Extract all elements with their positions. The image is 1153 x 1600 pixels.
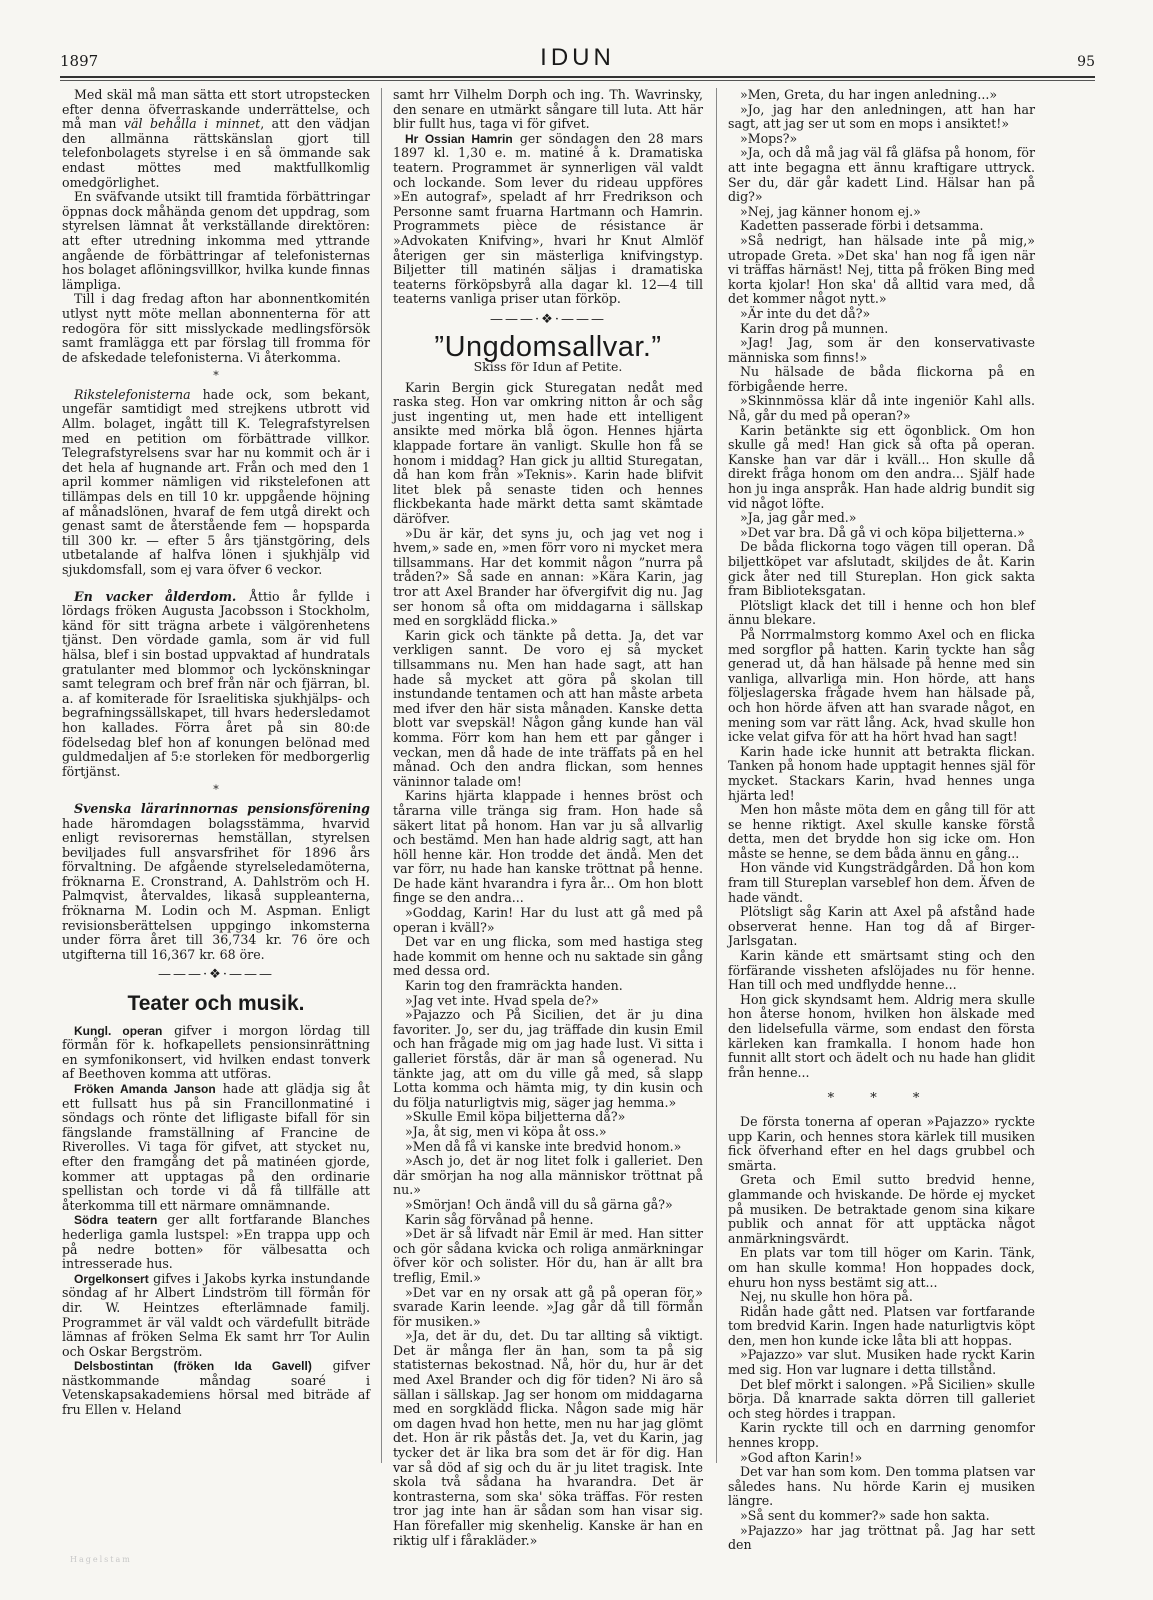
paragraph — [393, 132, 703, 307]
lead-phrase: Svenska lärarinnornas pensionsförening — [74, 800, 370, 816]
paragraph-body: ger allt fortfarande Blanches hederliga gamla lustspel: »En trappa upp och på nedre botten» för välbesatta och intresserade hus. — [62, 1212, 370, 1272]
paragraph: En plats var tom till höger om Karin. Tänk, om han skulle komma! Hon hoppades dock, ehuru hon nyss bestämt sig att... — [728, 1245, 1035, 1290]
paragraph: Det var en ung flicka, som med hastiga steg hade kommit om henne och nu saktade sin gång med dessa ord. — [393, 934, 703, 979]
paragraph — [62, 388, 370, 578]
separator-star: * — [213, 369, 219, 383]
paragraph: »Det var bra. Då gå vi och köpa biljetterna.» — [740, 524, 1025, 540]
column-2 — [393, 88, 703, 1548]
paragraph — [62, 1082, 370, 1213]
lead-phrase: Södra teatern — [74, 1213, 158, 1228]
paragraph: En sväfvande utsikt till framtida förbättringar öppnas dock måhända genom det uppdrag, som styrelsen lämnat åt verkställande direktören: att efter utredning inkomma med yttrande angående de förbättringar af telefonisternas hos bolaget aflöningsvillkor, hvilka kunde finnas lämpliga. — [62, 189, 370, 292]
italic-phrase: väl behålla i minnet — [123, 116, 261, 132]
paragraph: »God afton Karin!» — [740, 1449, 863, 1465]
paragraph: Nej, nu skulle hon höra på. — [740, 1289, 913, 1305]
paragraph: Karin betänkte sig ett ögonblick. Om hon skulle gå med! Han gick så ofta på operan. Kanske han var där i kväll... Hon skulle då direkt fråga honom om den andra... Själf hade hon ju inga anspråk. Han hade aldrig bundit sig vid något löfte. — [728, 422, 1035, 511]
lead-phrase: Orgelkonsert — [74, 1271, 149, 1286]
paragraph: Karin kände ett smärtsamt sting och den förfärande vissheten afslöjades nu för henne. Han till och med undflydde henne... — [728, 948, 1035, 993]
paragraph: »Asch jo, det är nog litet folk i galleriet. Den där smörjan ha nog alla människor tröttnat på nu.» — [393, 1153, 703, 1198]
paragraph: »Det är så lifvadt när Emil är med. Han sitter och gör sådana kvicka och roliga anmärkningar öfver kör och solister. Hör du, han är allt bra treflig, Emil.» — [393, 1226, 703, 1285]
paragraph: samt hrr Vilhelm Dorph och ing. Th. Wavrinsky, den senare en utmärkt sångare till luta. Att här blir fullt hus, taga vi för gifvet. — [393, 87, 703, 132]
paragraph: »Skinnmössa klär då inte ingeniör Kahl alls. Nå, går du med på operan?» — [728, 393, 1035, 424]
page-header — [60, 44, 1095, 78]
paragraph: Med skäl må man sätta ett stort utropstecken efter denna öfverraskande underrättelse, och må man väl behålla i minnet, att den vädjan den allmänna rättskänslan gjort till telefonbolagets styrelse i en så ömmande sak endast möttes med maktfullkomlig omedgörlighet. — [62, 87, 370, 190]
paragraph: Kadetten passerade förbi i detsamma. — [740, 218, 984, 234]
lead-phrase: Delsbostintan (fröken Ida Gavell) — [74, 1359, 312, 1374]
paragraph: »Är inte du det då?» — [740, 305, 871, 321]
paragraph-body: hade häromdagen bolagsstämma, hvarvid enligt revisorernas hemställan, styrelsen beviljades full ansvarsfrihet för 1896 års förvaltning. De afgående styrelseledamöterna, fröknarna E. Cronstrand, A. Dahlström och H. Palmqvist, återvaldes, likaså suppleanterna, fröknarna M. Lodin och M. Aspman. Enligt revisionsberättelsen uppgingo inkomsterna under förra året till 36,734 kr. 76 öre och utgifterna till 16,367 kr. 68 öre. — [62, 815, 370, 962]
paragraph: »Ja, det är du, det. Du tar allting så viktigt. Det är många fler än han, som ta på sig statisternas bekostnad. Nå, hör du, hur är det med Axel Brander och dig för tiden? Ni äro så sällan i sällskap. Jag ser honom om middagarna med en sorgklädd flicka. Någon sade mig här om dagen hvad hon hette, men nu har jag glömt det. Hon är rik påstås det. Ja, vet du Karin, jag tycker det är lika bra som det är för dig. Han var så död af sig och du är ju litet tragisk. Inte skola två sådana ha hvarandra. Det är kontrasterna, som ska' söka träffas. För resten tror jag inte han är sådan som han visar sig. Han förefaller mig skenhelig. Kanske är han en riktig ulf i fårakläder.» — [393, 1328, 703, 1548]
column-divider — [716, 88, 717, 1463]
paragraph: Hon vände vid Kungsträdgården. Då hon kom fram till Stureplan varseblef hon dem. Äfven de hade vändt. — [728, 860, 1035, 905]
lead-phrase: Fröken Amanda Janson — [74, 1082, 216, 1096]
paragraph-body: Åttio år fyllde i lördags fröken Augusta Jacobsson i Stockholm, känd för sitt trägna arbete i välgörenhetens tjänst. Den vördade gamla, som är vid full hälsa, blef i sin bostad uppvaktad af hundratals gratulanter med blommor och lyckönskningar samt telegram och bref från när och fjärran, bl. a. af komiterade för Israelitiska sjukhjälps- och begrafningssällskapet, till hvars hedersledamot hon kallades. Förra året på sin 80:de födelsedag blef hon af konungen belönad med guldmedaljen af 5:e storleken för medborgerlig förtjänst. — [62, 588, 370, 779]
paragraph: »Jo, jag har den anledningen, att han har sagt, att jag ser ut som en mops i ansiktet!» — [728, 101, 1035, 132]
header-rule — [60, 76, 1095, 78]
paragraph-body: ger söndagen den 28 mars 1897 kl. 1,30 e. m. matiné å k. Dramatiska teatern. Programmet är synnerligen väl valdt och lockande. Som lever du rideau uppföres »En autograf», speladt af hrr Fredrikson och Personne samt fruarna Hartmann och Hamrin. Programmets pièce de résistance är »Advokaten Knifving», hvari hr Knut Almlöf återigen ger sin mästerliga knifvingstyp. Biljetter till matinén säljas i dramatiska teaterns förköpsbyrå alla dagar kl. 12—4 till teaterns vanliga priser utan förköp. — [393, 130, 703, 307]
paragraph: »Nej, jag känner honom ej.» — [740, 203, 921, 219]
paragraph: Plötsligt såg Karin att Axel på afstånd hade observerat henne. Han tog då af Birger-Jarlsgatan. — [728, 904, 1035, 949]
paragraph: Karin tog den framräckta handen. — [405, 978, 623, 994]
paragraph: Nu hälsade de båda flickorna på en förbigående herre. — [728, 364, 1035, 394]
paragraph: Ridån hade gått ned. Platsen var fortfarande tom bredvid Karin. Ingen hade naturligtvis köpt den, men hon kunde icke låta bli att hoppas. — [728, 1303, 1035, 1348]
issue-year: 1897 — [60, 52, 99, 70]
paragraph — [62, 1272, 370, 1360]
separator-star: * — [213, 783, 219, 797]
column-divider — [381, 88, 382, 1463]
paragraph — [62, 802, 370, 963]
paragraph: »Pajazzo och På Sicilien, det är ju dina favoriter. Jo, ser du, jag träffade din kusin Emil och han frågade mig om jag hade lust. Vi sitta i galleriet förstås, där är man så ogenerad. Nu tänkte jag, att om du ville gå med, så slapp Lotta komma och hämta mig, ty din kusin och du följa naturligtvis mig, säger jag hemma.» — [393, 1007, 703, 1110]
paragraph: »Jag vet inte. Hvad spela de?» — [405, 992, 599, 1008]
paragraph: »Pajazzo» var slut. Musiken hade ryckt Karin med sig. Hon var lugnare i detta tillstånd. — [728, 1347, 1035, 1378]
paragraph: Karin såg förvånad på henne. — [405, 1211, 594, 1227]
paragraph: Hon gick skyndsamt hem. Aldrig mera skulle hon återse honom, hvilken hon älskade med den lidelsefulla värme, som endast den första kärleken kan framkalla. I honom hade hon funnit allt stort och ädelt och nu hade han glidit från henne... — [728, 991, 1035, 1080]
paragraph: »Goddag, Karin! Har du lust att gå med på operan i kväll?» — [393, 905, 703, 935]
paragraph: »Smörjan! Och ändå vill du så gärna gå?» — [405, 1196, 673, 1212]
column-3 — [728, 88, 1035, 1553]
paragraph: Karins hjärta klappade i hennes bröst och tårarna ville tränga sig fram. Hon hade så säkert litat på honom. Han var ju så allvarlig och bestämd. Men han hade aldrig sagt, att han höll henne kär. Hon trodde det ändå. Men det var förr, nu hade han kanske tröttnat på henne. De hade känt hvarandra i fyra år... Om hon blott finge se den andra... — [393, 788, 703, 906]
paragraph-body: gifver i morgon lördag till förmån för k. hofkapellets pensionsinrättning en symfonikonsert, vid hvilken endast tonverk af Beethoven komma att utföras. — [62, 1022, 370, 1082]
paragraph: »Så sent du kommer?» sade hon sakta. — [740, 1508, 990, 1523]
ornament-divider: ———·❖·——— — [490, 311, 606, 327]
paragraph: »Du är kär, det syns ju, och jag vet nog i hvem,» sade en, »men förr voro ni mycket mera tillsammans. Har det kommit någon ”nurra på tråden?» Så sade en annan: »Kära Karin, jag tror att Axel Brander har öfvergifvit dig nu. Jag ser honom så ofta om middagarna i sällskap med en sorgklädd flicka.» — [393, 525, 703, 629]
page-number: 95 — [1077, 54, 1095, 70]
stamp-smudge: Hagelstam — [70, 1555, 132, 1564]
paragraph: Karin ryckte till och en darrning genomfor hennes kropp. — [728, 1420, 1035, 1451]
paragraph — [62, 1024, 370, 1082]
paragraph: Till i dag fredag afton har abonnentkomitén utlyst nytt möte mellan abonnenterna för att redogöra för sitt misslyckade medlingsförsök samt framlägga ett par förslag till fromma för de afskedade telefonisterna. Vi återkomma. — [62, 291, 370, 365]
paragraph: »Men, Greta, du har ingen anledning...» — [740, 87, 998, 102]
paragraph: »Jag! Jag, som är den konservativaste människa som finns!» — [728, 335, 1035, 365]
story-subtitle: Skiss för Idun af Petite. — [473, 359, 623, 375]
paragraph: »Men då få vi kanske inte bredvid honom.» — [405, 1138, 682, 1154]
paragraph — [62, 590, 370, 780]
paragraph: Det blef mörkt i salongen. »På Sicilien» skulle börja. Då knarrade sakta dörren till galleriet och steg hördes i trappan. — [728, 1376, 1035, 1421]
lead-phrase: En vacker ålderdom. — [74, 588, 237, 604]
paragraph: »Mops?» — [740, 130, 798, 146]
column-1 — [62, 88, 370, 1418]
paragraph-body: hade att glädja sig åt ett fullsatt hus på sin Francillonmatiné i söndags och rönte det lifligaste bifall för sin fängslande framställning af Francine de Riverolles. Vi taga för gifvet, att stycket nu, efter den framgång det på matinéen gjorde, kommer att upptagas på den ordinarie spellistan och torde vi då få tillfälle att återkomma till ett närmare omnämnande. — [62, 1081, 370, 1213]
paragraph-body: gifves i Jakobs kyrka instundande söndag af hr Albert Lindström till förmån för dir. W. Heintzes efterlämnade familj. Programmet är väl valdt och värdefullt biträde lämnas af fröken Selma Ek samt hrr Tor Aulin och Oskar Bergström. — [62, 1270, 370, 1359]
paragraph: Karin drog på munnen. — [740, 320, 889, 336]
paragraph: Karin hade icke hunnit att betrakta flickan. Tanken på honom hade upptagit hennes själ för mycket. Stackars Karin, hvad hennes unga hjärta led! — [728, 743, 1035, 803]
paragraph: »Ja, och då må jag väl få gläfsa på honom, för att inte begagna ett ännu kraftigare uttryck. Ser du, där går kadett Lind. Hälsar han på dig?» — [728, 145, 1035, 205]
lead-phrase: Hr Ossian Hamrin — [405, 131, 513, 146]
paragraph: »Pajazzo» har jag tröttnat på. Jag har sett den — [728, 1522, 1035, 1553]
paragraph: Karin gick och tänkte på detta. Ja, det var verkligen sannt. De voro ej så mycket tillsammans nu. Men han hade sagt, att han hade så mycket att göra på skolan till instundande tentamen och att han måste arbeta med ifver den här sista månaden. Kanske detta blott var svepskäl! Någon gång kunde han väl komma. Förr kom han hem ett par gånger i veckan, men då hade de inte träffats på en hel månad. Och den andra flickan, som hennes väninnor talade om! — [393, 627, 703, 789]
paragraph — [62, 1359, 370, 1417]
paragraph: Karin Bergin gick Sturegatan nedåt med raska steg. Hon var omkring nitton år och såg just ingenting ut, men hade ett intelligent ansikte med mörka blå ögon. Hennes hjärta klappade fortare än vanligt. Skulle hon få se honom i middag? Han gick ju alltid Sturegatan, då han kom från »Teknis». Karin hade blifvit litet blek på senaste tiden och hennes flickbekanta hade märkt detta samt skämtade däröfver. — [393, 379, 703, 527]
paragraph: »Ja, jag går med.» — [740, 510, 857, 526]
lead-phrase: Kungl. operan — [74, 1023, 163, 1038]
paragraph: De första tonerna af operan »Pajazzo» ryckte upp Karin, och hennes stora kärlek till musiken fick öfverhand efter en hel dags grubbel och smärta. — [728, 1113, 1035, 1173]
paragraph-body: hade ock, som bekant, ungefär samtidigt med strejkens utbrott vid Allm. bolaget, ingått till K. Telegrafstyrelsen med en petition om förbättrade villkor. Telegrafstyrelsens svar har nu kommit och är i det hela af hugnande art. Från och med den 1 april kommer nämligen vid rikstelefonen att tillämpas dels en till 10 kr. uppgående höjning af månadslönen, hvaraf de fem utgå direkt och genast samt de återstående fem — hopsparda till 300 kr. — efter 5 års tjänstgöring, dels utbetalande af halfva lönen i sjukhjälp vid sjukdomsfall, som ej vara öfver 6 veckor. — [62, 386, 370, 577]
paragraph: »Så nedrigt, han hälsade inte på mig,» utropade Greta. »Det ska' han nog få igen när vi träffas härnäst! Nej, titta på fröken Bing med korta kjolar! Hon ska' då alltid vara med, då det kommer något nytt.» — [728, 232, 1035, 307]
section-heading: Teater och musik. — [127, 992, 305, 1016]
header-rule-thin — [60, 80, 1095, 81]
paragraph: Det var han som kom. Den tomma platsen var således hans. Nu hörde Karin ej musiken längre. — [728, 1464, 1035, 1509]
paragraph: »Ja, åt sig, men vi köpa åt oss.» — [405, 1123, 607, 1139]
paragraph: »Det var en ny orsak att gå på operan för,» svarade Karin leende. »Jag går då till förmån för musiken.» — [393, 1284, 703, 1329]
story-title: ”Ungdomsallvar.” — [434, 330, 662, 363]
paragraph: Greta och Emil sutto bredvid henne, glammande och hviskande. De hörde ej mycket på musiken. De betraktade genom sina kikare publik och annat för att upptäcka något anmärkningsvärdt. — [728, 1172, 1035, 1246]
masthead-title: IDUN — [540, 44, 615, 71]
paragraph — [62, 1213, 370, 1271]
separator-stars: * * * — [827, 1091, 936, 1107]
paragraph: De båda flickorna togo vägen till operan. Då biljettköpet var afslutadt, skiljdes de åt. Karin gick åter ned till Stureplan. Hon gick sakta fram Biblioteksgatan. — [728, 539, 1035, 599]
paragraph: Men hon måste möta dem en gång till för att se henne riktigt. Axel skulle kanske förstå detta, men det brydde hon sig icke om. Hon måste se henne, se dem båda ännu en gång... — [728, 802, 1035, 861]
lead-phrase: Rikstelefonisterna — [74, 386, 191, 402]
paragraph: På Norrmalmstorg kommo Axel och en flicka med sorgflor på hatten. Karin tyckte han såg generad ut, då han hälsade på henne med sin vanliga, allvarliga min. Hon hörde, att hans följeslagerska frågade hvem han hälsade på, och hon hörde äfven att han svarade något, en mening som var rätt lång. Ack, hvad skulle hon icke velat gifva för att ha hört hvad han sagt! — [728, 626, 1035, 745]
paragraph-body: gifver nästkommande måndag soaré i Vetenskapsakademiens hörsal med biträde af fru Ellen v. Heland — [62, 1358, 371, 1418]
paragraph: »Skulle Emil köpa biljetterna då?» — [405, 1109, 626, 1125]
paragraph: Plötsligt klack det till i henne och hon blef ännu blekare. — [728, 597, 1035, 628]
ornament-divider: ———·❖·——— — [158, 967, 274, 983]
